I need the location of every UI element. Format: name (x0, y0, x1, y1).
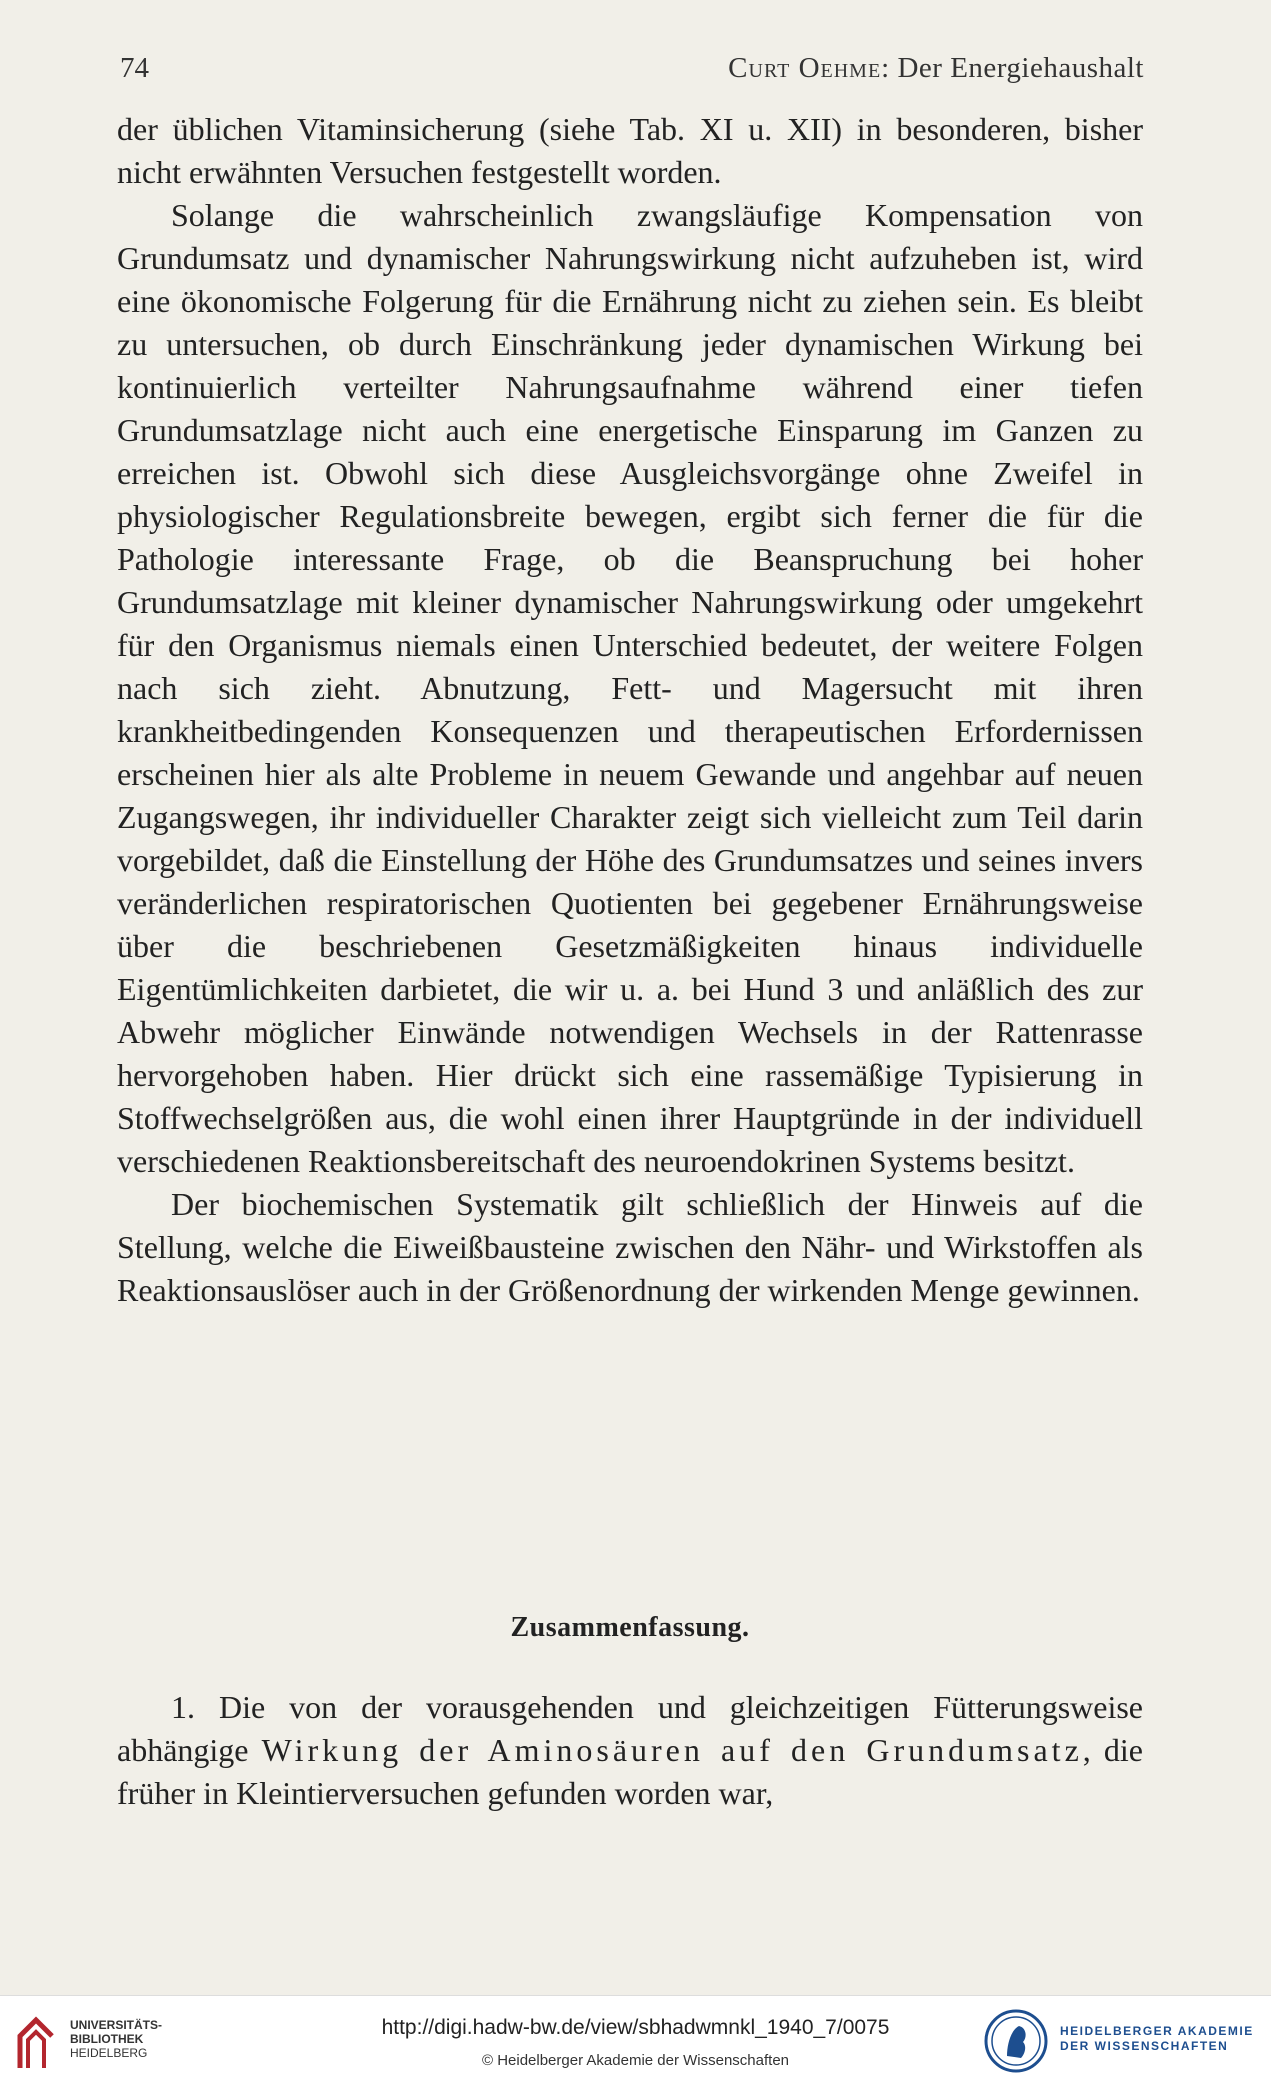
author-name: Curt Oehme (728, 52, 882, 84)
section-heading: Zusammenfassung. (510, 1612, 750, 1643)
university-library-name: UNIVERSITÄTS- BIBLIOTHEK HEIDELBERG (70, 2018, 163, 2060)
paragraph-3: Der biochemischen Systematik gilt schließlich der Hinweis auf die Stellung, welche die Eiweißbausteine zwischen den Nähr- und Wirkstoffen als Reaktionsauslöser auch in der Größenordnung der wirkenden Menge gewinnen. (117, 1186, 1143, 1308)
summary-lead: 1. Die von der vorausgehenden und gleichzeitigen Fütterungsweise abhängige (117, 1689, 1143, 1768)
permalink-url[interactable]: http://digi.hadw-bw.de/view/sbhadwmnkl_1940_7/0075 (381, 2016, 890, 2039)
page-number: 74 (120, 52, 149, 84)
summary-item-1 (117, 1686, 1143, 1815)
title-text: : Der Energiehaushalt (881, 52, 1144, 84)
running-title (728, 52, 1144, 85)
summary-tail: , die früher in Kleintierversuchen gefunden worden war, (117, 1732, 1144, 1811)
summary-text (117, 1686, 1143, 1815)
paragraph-2: Solange die wahrscheinlich zwangsläufige Kompensation von Grundumsatz und dynamischer Nahrungswirkung nicht aufzuheben ist, wird eine ökonomische Folgerung für die Ernährung nicht zu ziehen sein. Es bleibt zu untersuchen, ob durch Einschränkung jeder dynamischen Wirkung bei kontinuierlich verteilter Nahrungsaufnahme während einer tiefen Grundumsatzlage nicht auch eine energetische Einsparung im Ganzen zu erreichen ist. Obwohl sich diese Ausgleichsvorgänge ohne Zweifel in physiologischer Regulationsbreite bewegen, ergibt sich ferner die für die Pathologie interessante Frage, ob die Beanspruchung bei hoher Grundumsatzlage mit kleiner dynamischer Nahrungswirkung oder umgekehrt für den Organismus niemals einen Unterschied bedeutet, der weitere Folgen nach sich zieht. Abnutzung, Fett- und Magersucht mit ihren krankheitbedingenden Konsequenzen und therapeutischen Erfordernissen erscheinen hier als alte Probleme in neuem Gewande und angehbar auf neuen Zugangswegen, ihr individueller Charakter zeigt sich vielleicht zum Teil darin vorgebildet, daß die Einstellung der Höhe des Grundumsatzes und seines invers veränderlichen respiratorischen Quotienten bei gegebener Ernährungsweise über die beschriebenen Gesetzmäßigkeiten hinaus individuelle Eigentümlichkeiten darbietet, die wir u. a. bei Hund 3 und anläßlich des zur Abwehr möglicher Einwände notwendigen Wechsels in der Rattenrasse hervorgehoben haben. Hier drückt sich eine rassemäßige Typisierung in Stoffwechselgrößen aus, die wohl einen ihrer Hauptgründe in der individuell verschiedenen Reaktionsbereitschaft des neuroendokrinen Systems besitzt. (117, 197, 1143, 1179)
running-header (120, 52, 1144, 92)
academy-emblem-icon (983, 2008, 1049, 2074)
copyright-notice: © Heidelberger Akademie der Wissenschaften (481, 2052, 790, 2069)
summary-emphasis: Wirkung der Aminosäuren auf den Grundumsatz (261, 1732, 1083, 1768)
body-text (117, 108, 1143, 1312)
paragraph-1: der üblichen Vitaminsicherung (siehe Tab. XI u. XII) in besonderen, bisher nicht erwähnten Versuchen festgestellt worden. (117, 111, 1143, 190)
academy-name: HEIDELBERGER AKADEMIE DER WISSENSCHAFTEN (1060, 2024, 1254, 2053)
viewer-footer (0, 1995, 1271, 2085)
